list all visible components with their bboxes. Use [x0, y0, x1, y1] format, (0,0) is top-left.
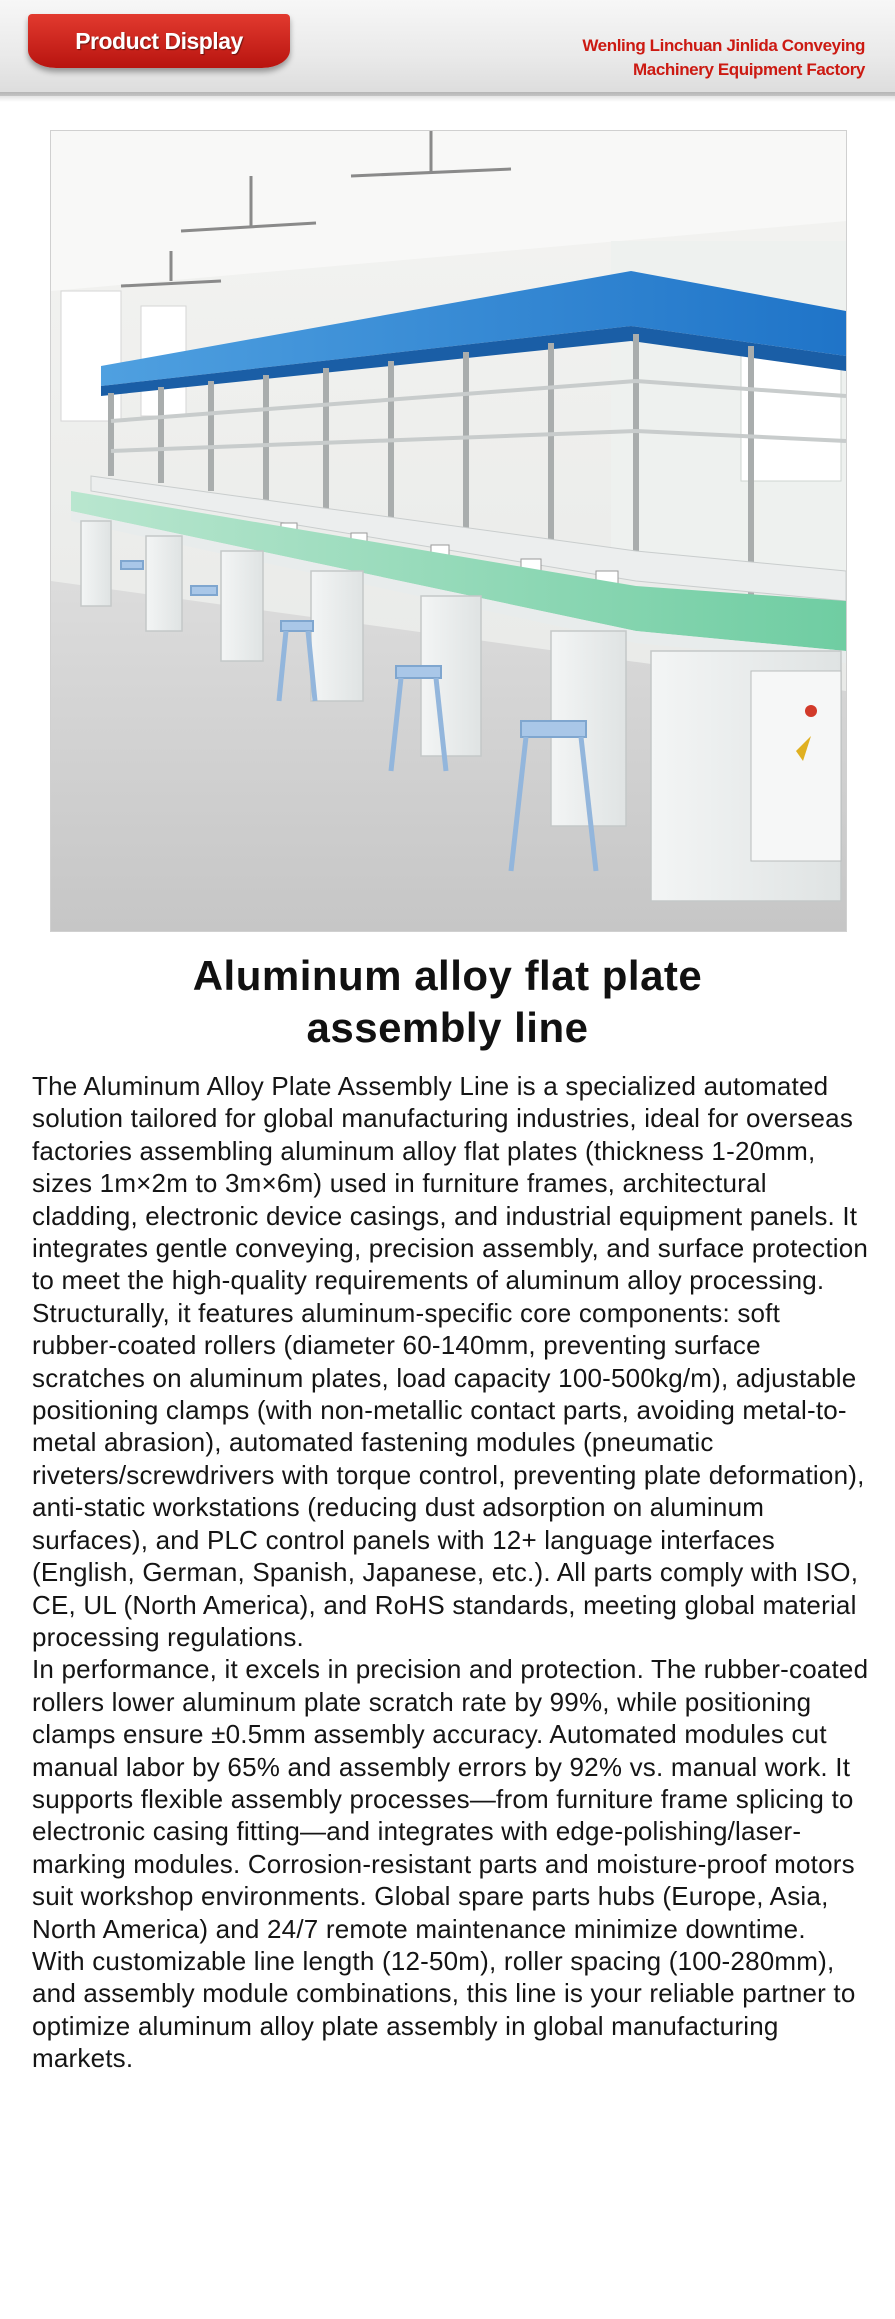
- company-name: [582, 34, 865, 82]
- header-shadow: [0, 92, 895, 102]
- product-title-line1: Aluminum alloy flat plate: [192, 952, 703, 999]
- section-tab: [28, 14, 290, 68]
- description-paragraph-performance: In performance, it excels in precision and protection. The rubber-coated rollers lower aluminum plate scratch rate by 99%, while positioning clamps ensure ±0.5mm assembly accuracy. Automated modules cut manual labor by 65% and assembly errors by 92% vs. manual work. It supports flexible assembly processes—from furniture frame splicing to electronic casing fitting—and integrates with edge-polishing/laser-marking modules. Corrosion-resistant parts and moisture-proof motors suit workshop environments. Global spare parts hubs (Europe, Asia, North America) and 24/7 remote maintenance minimize downtime.: [32, 1654, 869, 1944]
- description-paragraph-intro: The Aluminum Alloy Plate Assembly Line is a specialized automated solution tailored for global manufacturing industries, ideal for overseas factories assembling aluminum alloy flat plates (thickness 1-20mm, sizes 1m×2m to 3m×6m) used in furniture frames, architectural cladding, electronic device casings, and industrial equipment panels. It integrates gentle conveying, precision assembly, and surface protection to meet the high-quality requirements of aluminum alloy processing.: [32, 1071, 869, 1296]
- product-title: [60, 950, 835, 1054]
- company-name-line1: Wenling Linchuan Jinlida Conveying: [582, 36, 865, 55]
- page-header: [0, 0, 895, 96]
- description-paragraph-customization: With customizable line length (12-50m), roller spacing (100-280mm), and assembly module combinations, this line is your reliable partner to optimize aluminum alloy plate assembly in global manufacturing markets.: [32, 1945, 856, 2074]
- section-tab-label: Product Display: [75, 28, 243, 54]
- company-name-line2: Machinery Equipment Factory: [633, 60, 865, 79]
- product-photo-illustration: [51, 131, 846, 931]
- product-photo: [50, 130, 847, 932]
- product-description: [32, 1070, 870, 2075]
- description-paragraph-structure: Structurally, it features aluminum-specific core components: soft rubber-coated rollers (diameter 60-140mm, preventing surface scratches on aluminum plates, load capacity 100-500kg/m), adjustable positioning clamps (with non-metallic contact parts, avoiding metal-to-metal abrasion), automated fastening modules (pneumatic riveters/screwdrivers with torque control, preventing plate deformation), anti-static workstations (reducing dust adsorption on aluminum surfaces), and PLC control panels with 12+ language interfaces (English, German, Spanish, Japanese, etc.). All parts comply with ISO, CE, UL (North America), and RoHS standards, meeting global material processing regulations.: [32, 1297, 865, 1652]
- product-title-line2: assembly line: [306, 1004, 589, 1051]
